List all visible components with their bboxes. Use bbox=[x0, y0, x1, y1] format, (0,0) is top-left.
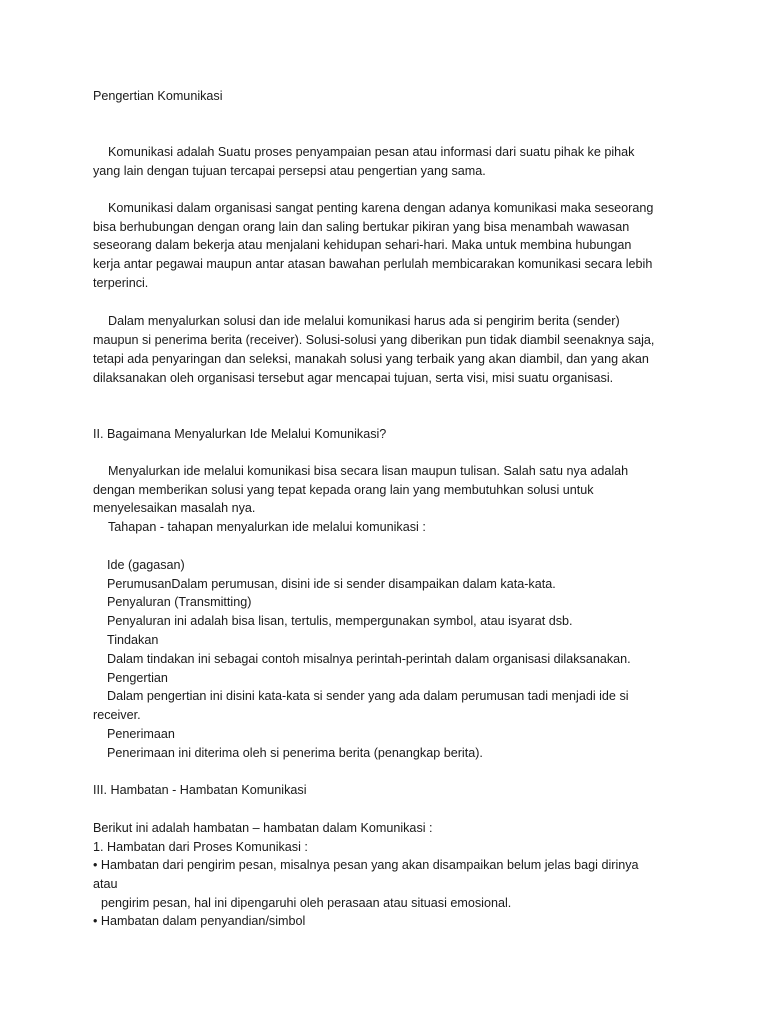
stage-item: Tindakan bbox=[107, 633, 159, 647]
document-title: Pengertian Komunikasi bbox=[93, 89, 223, 103]
stage-item: Penyaluran (Transmitting) bbox=[107, 595, 252, 609]
paragraph-line: menyelesaikan masalah nya. bbox=[93, 501, 256, 515]
paragraph-line: kerja antar pegawai maupun antar atasan bawahan perlulah membicarakan komunikasi secara lebih bbox=[93, 257, 653, 271]
stage-item: Penerimaan bbox=[107, 727, 175, 741]
paragraph-line: yang lain dengan tujuan tercapai persepsi atau pengertian yang sama. bbox=[93, 164, 486, 178]
paragraph-line: bisa berhubungan dengan orang lain dan saling bertukar pikiran yang bisa menambah wawasan bbox=[93, 220, 630, 234]
paragraph-line: terperinci. bbox=[93, 276, 149, 290]
stage-item: Ide (gagasan) bbox=[107, 558, 185, 572]
stage-item: Dalam tindakan ini sebagai contoh misalnya perintah-perintah dalam organisasi dilaksanakan. bbox=[107, 652, 631, 666]
list-heading: 1. Hambatan dari Proses Komunikasi : bbox=[93, 840, 308, 854]
bullet-item: • Hambatan dalam penyandian/simbol bbox=[93, 914, 306, 928]
paragraph-line: tetapi ada penyaringan dan seleksi, manakah solusi yang terbaik yang akan diambil, dan yang akan bbox=[93, 352, 649, 366]
stage-item: Dalam pengertian ini disini kata-kata si sender yang ada dalam perumusan tadi menjadi ide si bbox=[107, 689, 629, 703]
paragraph-line: atau bbox=[93, 877, 118, 891]
paragraph-line: Berikut ini adalah hambatan – hambatan dalam Komunikasi : bbox=[93, 821, 433, 835]
paragraph-line: pengirim pesan, hal ini dipengaruhi oleh perasaan atau situasi emosional. bbox=[101, 896, 512, 910]
paragraph-line: Menyalurkan ide melalui komunikasi bisa secara lisan maupun tulisan. Salah satu nya adalah bbox=[108, 464, 629, 478]
paragraph-line: Dalam menyalurkan solusi dan ide melalui komunikasi harus ada si pengirim berita (sender) bbox=[108, 314, 620, 328]
paragraph-line: seseorang dalam bekerja atau menjalani kehidupan sehari-hari. Maka untuk membina hubungan bbox=[93, 238, 632, 252]
stage-item: PerumusanDalam perumusan, disini ide si sender disampaikan dalam kata-kata. bbox=[107, 577, 556, 591]
paragraph-line: Komunikasi adalah Suatu proses penyampaian pesan atau informasi dari suatu pihak ke pihak bbox=[108, 145, 635, 159]
stage-item: Penerimaan ini diterima oleh si penerima berita (penangkap berita). bbox=[107, 746, 483, 760]
bullet-item: • Hambatan dari pengirim pesan, misalnya pesan yang akan disampaikan belum jelas bagi dirinya bbox=[93, 858, 639, 872]
section-heading: II. Bagaimana Menyalurkan Ide Melalui Komunikasi? bbox=[93, 427, 387, 441]
stage-item: Pengertian bbox=[107, 671, 168, 685]
stage-item: receiver. bbox=[93, 708, 141, 722]
stages-intro: Tahapan - tahapan menyalurkan ide melalui komunikasi : bbox=[108, 520, 426, 534]
paragraph-line: dilaksanakan oleh organisasi tersebut agar mencapai tujuan, serta visi, misi suatu organisasi. bbox=[93, 371, 614, 385]
paragraph-line: dengan memberikan solusi yang tepat kepada orang lain yang membutuhkan solusi untuk bbox=[93, 483, 594, 497]
stage-item: Penyaluran ini adalah bisa lisan, tertulis, mempergunakan symbol, atau isyarat dsb. bbox=[107, 614, 573, 628]
paragraph-line: maupun si penerima berita (receiver). Solusi-solusi yang diberikan pun tidak diambil seenaknya saja, bbox=[93, 333, 655, 347]
section-heading: III. Hambatan - Hambatan Komunikasi bbox=[93, 783, 307, 797]
paragraph-line: Komunikasi dalam organisasi sangat penting karena dengan adanya komunikasi maka seseorang bbox=[108, 201, 654, 215]
